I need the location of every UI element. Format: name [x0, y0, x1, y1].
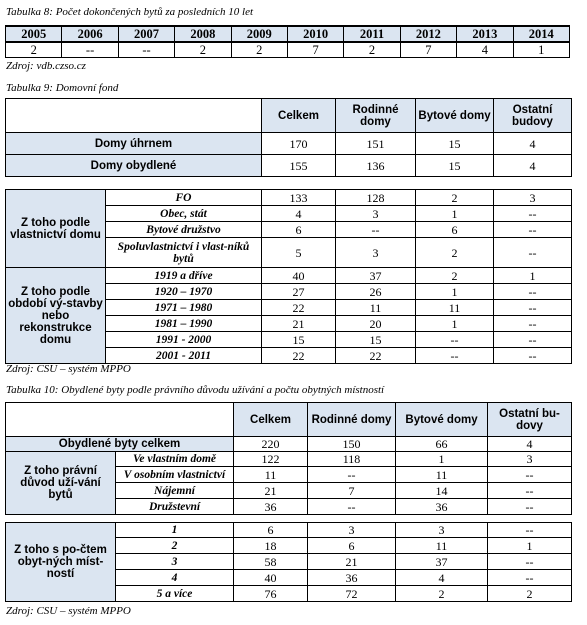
year-cell: 2007	[118, 26, 174, 42]
sub-label: 3	[116, 554, 234, 570]
year-cell: 2011	[344, 26, 400, 42]
sub-label: 1971 – 1980	[106, 300, 262, 316]
cell: 2	[488, 586, 572, 602]
year-cell: 2009	[231, 26, 287, 42]
cell: 1	[396, 452, 488, 467]
cell: 11	[396, 538, 488, 554]
year-cell: 2012	[400, 26, 456, 42]
sub-label: Ve vlastním domě	[116, 452, 234, 467]
cell: 15	[416, 133, 494, 155]
cell: --	[308, 499, 396, 515]
table10-header-row	[6, 403, 572, 437]
cell: 36	[308, 570, 396, 586]
cell: 170	[262, 133, 336, 155]
row-label: Obydlené byty celkem	[6, 437, 234, 452]
value-cell: 2	[231, 42, 287, 58]
cell: --	[494, 332, 572, 348]
cell: --	[494, 206, 572, 222]
table-row	[6, 523, 572, 538]
value-cell: --	[118, 42, 174, 58]
cell: 11	[416, 300, 494, 316]
table-row	[6, 268, 572, 284]
value-cell: 2	[6, 42, 62, 58]
header-blank	[6, 99, 262, 133]
cell: --	[488, 570, 572, 586]
table8-year-row	[6, 26, 570, 42]
cell: 2	[396, 586, 488, 602]
cell: 26	[336, 284, 416, 300]
cell: 6	[308, 538, 396, 554]
cell: --	[308, 467, 396, 483]
cell: 4	[262, 206, 336, 222]
sub-label: 2	[116, 538, 234, 554]
sub-label: FO	[106, 190, 262, 206]
sub-label: Bytové družstvo	[106, 222, 262, 238]
table9-header-row	[6, 99, 572, 133]
header-celkem: Celkem	[262, 99, 336, 133]
cell: 1	[494, 268, 572, 284]
cell: 22	[336, 348, 416, 364]
year-cell: 2006	[62, 26, 118, 42]
cell: 150	[308, 437, 396, 452]
sub-label: 1920 – 1970	[106, 284, 262, 300]
sub-label: 1919 a dříve	[106, 268, 262, 284]
cell: 40	[262, 268, 336, 284]
table9-caption: Tabulka 9: Domovní fond	[6, 82, 119, 94]
spacer	[6, 515, 572, 523]
cell: 118	[308, 452, 396, 467]
header-bytove: Bytové domy	[396, 403, 488, 437]
cell: 133	[262, 190, 336, 206]
header-bytove: Bytové domy	[416, 99, 494, 133]
row-label: Domy úhrnem	[6, 133, 262, 155]
cell: 220	[234, 437, 308, 452]
table8-source: Zdroj: vdb.czso.cz	[6, 60, 86, 72]
value-cell: 2	[344, 42, 400, 58]
cell: --	[494, 284, 572, 300]
cell: 5	[262, 238, 336, 268]
value-cell: 1	[513, 42, 569, 58]
table-row	[6, 133, 572, 155]
cell: 122	[234, 452, 308, 467]
cell: 1	[416, 284, 494, 300]
sub-label: 1981 – 1990	[106, 316, 262, 332]
cell: 3	[308, 523, 396, 538]
header-ostatni: Ostatní budovy	[494, 99, 572, 133]
value-cell: 7	[400, 42, 456, 58]
cell: --	[494, 238, 572, 268]
cell: 21	[262, 316, 336, 332]
group-label: Z toho s po-čtem obyt-ných míst-ností	[6, 523, 116, 602]
table10	[5, 402, 572, 602]
cell: 2	[416, 190, 494, 206]
cell: 4	[396, 570, 488, 586]
cell: --	[494, 348, 572, 364]
cell: 15	[336, 332, 416, 348]
spacer	[6, 177, 572, 190]
cell: 1	[416, 206, 494, 222]
cell: --	[494, 316, 572, 332]
cell: 4	[494, 133, 572, 155]
table8-value-row	[6, 42, 570, 58]
cell: 6	[416, 222, 494, 238]
cell: 58	[234, 554, 308, 570]
cell: 37	[336, 268, 416, 284]
cell: 66	[396, 437, 488, 452]
cell: 136	[336, 155, 416, 177]
sub-label: 1991 - 2000	[106, 332, 262, 348]
table8	[5, 25, 570, 58]
header-blank	[6, 403, 234, 437]
cell: 18	[234, 538, 308, 554]
table9-source: Zdroj: CSU – systém MPPO	[6, 363, 131, 375]
cell: 2	[416, 238, 494, 268]
cell: --	[336, 222, 416, 238]
table8-caption: Tabulka 8: Počet dokončených bytů za posledních 10 let	[6, 6, 254, 18]
cell: --	[488, 483, 572, 499]
cell: --	[488, 523, 572, 538]
cell: 155	[262, 155, 336, 177]
cell: 6	[234, 523, 308, 538]
table-row	[6, 437, 572, 452]
table-row	[6, 155, 572, 177]
cell: --	[416, 332, 494, 348]
cell: 1	[488, 538, 572, 554]
cell: --	[494, 222, 572, 238]
year-cell: 2014	[513, 26, 569, 42]
value-cell: 2	[175, 42, 231, 58]
cell: 22	[262, 300, 336, 316]
sub-label: 2001 - 2011	[106, 348, 262, 364]
cell: 4	[488, 437, 572, 452]
cell: --	[494, 300, 572, 316]
cell: 11	[234, 467, 308, 483]
cell: --	[488, 499, 572, 515]
cell: 3	[488, 452, 572, 467]
year-cell: 2008	[175, 26, 231, 42]
cell: 76	[234, 586, 308, 602]
value-cell: --	[62, 42, 118, 58]
sub-label: 5 a více	[116, 586, 234, 602]
group-label: Z toho podle vlastnictví domu	[6, 190, 106, 268]
cell: 11	[396, 467, 488, 483]
header-celkem: Celkem	[234, 403, 308, 437]
cell: 21	[308, 554, 396, 570]
cell: 151	[336, 133, 416, 155]
cell: 27	[262, 284, 336, 300]
cell: --	[488, 467, 572, 483]
spacer-row	[6, 177, 572, 190]
cell: 22	[262, 348, 336, 364]
sub-label: Nájemní	[116, 483, 234, 499]
cell: 1	[416, 316, 494, 332]
cell: 36	[234, 499, 308, 515]
sub-label: Obec, stát	[106, 206, 262, 222]
header-rodinne: Rodinné domy	[336, 99, 416, 133]
sub-label: 4	[116, 570, 234, 586]
cell: 3	[336, 238, 416, 268]
cell: 36	[396, 499, 488, 515]
table9	[5, 98, 572, 364]
cell: 3	[494, 190, 572, 206]
value-cell: 4	[457, 42, 513, 58]
table10-caption: Tabulka 10: Obydlené byty podle právního důvodu užívání a počtu obytných místností	[6, 384, 385, 396]
cell: 15	[416, 155, 494, 177]
cell: 72	[308, 586, 396, 602]
cell: 6	[262, 222, 336, 238]
cell: 3	[336, 206, 416, 222]
year-cell: 2010	[287, 26, 343, 42]
cell: 128	[336, 190, 416, 206]
year-cell: 2005	[6, 26, 62, 42]
cell: 3	[396, 523, 488, 538]
cell: 21	[234, 483, 308, 499]
table10-source: Zdroj: CSU – systém MPPO	[6, 605, 131, 617]
spacer-row	[6, 515, 572, 523]
year-cell: 2013	[457, 26, 513, 42]
sub-label: 1	[116, 523, 234, 538]
cell: 15	[262, 332, 336, 348]
row-label: Domy obydlené	[6, 155, 262, 177]
sub-label: Družstevní	[116, 499, 234, 515]
group-label: Z toho právní důvod uží-vání bytů	[6, 452, 116, 515]
cell: 40	[234, 570, 308, 586]
header-rodinne: Rodinné domy	[308, 403, 396, 437]
table-row	[6, 452, 572, 467]
value-cell: 7	[287, 42, 343, 58]
cell: 37	[396, 554, 488, 570]
cell: 11	[336, 300, 416, 316]
cell: 14	[396, 483, 488, 499]
cell: 4	[494, 155, 572, 177]
cell: --	[488, 554, 572, 570]
table-row	[6, 190, 572, 206]
cell: 7	[308, 483, 396, 499]
cell: --	[416, 348, 494, 364]
cell: 20	[336, 316, 416, 332]
cell: 2	[416, 268, 494, 284]
header-ostatni: Ostatní bu-dovy	[488, 403, 572, 437]
sub-label: Spoluvlastnictví i vlast-níků bytů	[106, 238, 262, 268]
group-label: Z toho podle období vý-stavby nebo rekonstrukce domu	[6, 268, 106, 364]
sub-label: V osobním vlastnictví	[116, 467, 234, 483]
